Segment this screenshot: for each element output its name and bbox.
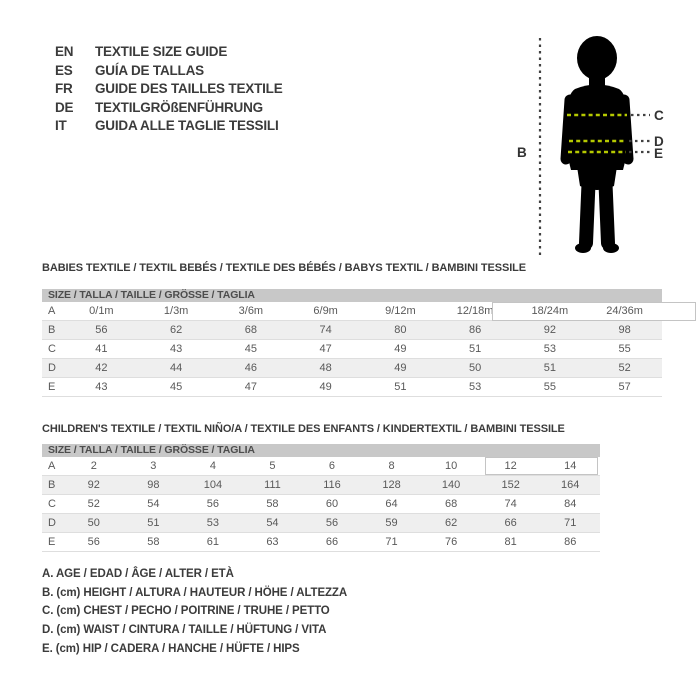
table-cell: 62 [170, 324, 183, 336]
children-size-table [42, 444, 600, 552]
table-cell: 116 [323, 479, 341, 491]
table-cell: 49 [319, 381, 332, 393]
table-cell: 14 [564, 460, 577, 472]
babies-table-body [42, 302, 662, 397]
table-cell: 6 [328, 460, 336, 472]
language-guide-title: GUIDE DES TAILLES TEXTILE [95, 81, 283, 97]
children-section-title: CHILDREN'S TEXTILE / TEXTIL NIÑO/A / TEXTILE DES ENFANTS / KINDERTEXTIL / BAMBINI TESSILE [42, 423, 565, 435]
chest-label: C [654, 108, 664, 123]
table-cell: 152 [501, 479, 520, 491]
table-row [42, 514, 600, 533]
table-cell: 58 [266, 498, 279, 510]
table-cell: 92 [87, 479, 100, 491]
measurement-legend [42, 568, 347, 661]
table-cell: 12/18m [456, 305, 494, 317]
table-cell: 10 [444, 460, 458, 472]
legend-line: D. (cm) WAIST / CINTURA / TAILLE / HÜFTUNG / VITA [42, 624, 327, 637]
child-silhouette [566, 36, 628, 253]
language-line [55, 81, 283, 100]
table-row [42, 302, 662, 321]
height-label: B [517, 145, 527, 160]
table-cell: 53 [206, 517, 219, 529]
table-row [42, 378, 662, 397]
table-cell: 49 [394, 362, 407, 374]
table-cell: 51 [394, 381, 407, 393]
table-cell: 44 [170, 362, 183, 374]
table-cell: 54 [266, 517, 279, 529]
legend-line: B. (cm) HEIGHT / ALTURA / HAUTEUR / HÖHE / ALTEZZA [42, 586, 348, 599]
table-cell: 66 [504, 517, 517, 529]
row-label: C [48, 498, 56, 510]
table-cell: 62 [444, 517, 458, 529]
table-cell: 55 [618, 343, 631, 355]
table-cell: 5 [269, 460, 276, 472]
table-cell: 58 [147, 536, 160, 548]
table-cell: 52 [87, 498, 100, 510]
table-row [42, 476, 600, 495]
table-cell: 48 [319, 362, 332, 374]
table-cell: 47 [319, 343, 332, 355]
language-code: EN [55, 44, 74, 59]
table-row [42, 321, 662, 340]
table-cell: 46 [244, 362, 257, 374]
table-cell: 76 [444, 536, 458, 548]
table-cell: 51 [147, 517, 160, 529]
table-cell: 2 [90, 460, 97, 472]
size-figure [505, 25, 690, 265]
language-guide-title: GUIDA ALLE TAGLIE TESSILI [95, 118, 279, 134]
legend-line: A. AGE / EDAD / ÂGE / ALTER / ETÀ [42, 568, 234, 580]
table-cell: 56 [87, 536, 100, 548]
language-code: ES [55, 62, 73, 78]
table-cell: 43 [170, 343, 183, 355]
table-cell: 8 [388, 460, 395, 472]
children-table-header: SIZE / TALLA / TAILLE / GRÖSSE / TAGLIA [42, 444, 600, 457]
table-cell: 68 [244, 324, 257, 336]
table-cell: 4 [209, 460, 216, 472]
babies-size-table [42, 289, 662, 397]
table-cell: 84 [564, 498, 577, 510]
table-row [42, 533, 600, 552]
table-cell: 74 [504, 498, 517, 510]
table-cell: 57 [618, 381, 631, 393]
table-row [42, 359, 662, 378]
table-cell: 42 [95, 362, 108, 374]
table-cell: 9/12m [385, 305, 416, 317]
language-title-list [55, 44, 283, 137]
legend-line: E. (cm) HIP / CADERA / HANCHE / HÜFTE / HIPS [42, 642, 300, 655]
table-cell: 61 [206, 536, 219, 548]
language-guide-title: TEXTILGRÖßENFÜHRUNG [95, 99, 263, 115]
language-guide-title: TEXTILE SIZE GUIDE [95, 44, 228, 59]
babies-table-header: SIZE / TALLA / TAILLE / GRÖSSE / TAGLIA [42, 289, 662, 302]
hip-label: E [654, 146, 664, 161]
table-cell: 3 [150, 460, 157, 472]
table-cell: 47 [244, 381, 257, 393]
table-cell: 1/3m [163, 305, 189, 317]
table-cell: 41 [95, 343, 108, 355]
table-cell: 80 [394, 324, 407, 336]
table-cell: 3/6m [238, 305, 264, 317]
table-cell: 98 [147, 479, 160, 491]
table-cell: 64 [385, 498, 398, 510]
table-cell: 53 [469, 381, 482, 393]
table-cell: 52 [618, 362, 631, 374]
language-code: IT [55, 118, 67, 134]
table-cell: 71 [385, 536, 398, 548]
row-label: A [48, 305, 56, 317]
language-line [55, 63, 283, 82]
table-cell: 45 [244, 343, 257, 355]
language-line [55, 100, 283, 119]
table-cell: 12 [504, 460, 517, 472]
row-label: C [48, 343, 56, 355]
row-label: E [48, 381, 56, 393]
table-cell: 86 [564, 536, 577, 548]
table-cell: 56 [325, 517, 339, 529]
children-table-body [42, 457, 600, 552]
table-cell: 55 [543, 381, 556, 393]
table-row [42, 495, 600, 514]
row-label: A [48, 460, 56, 472]
table-cell: 86 [469, 324, 482, 336]
row-label: B [48, 479, 56, 491]
table-cell: 49 [394, 343, 407, 355]
language-line [55, 118, 283, 137]
table-cell: 50 [87, 517, 100, 529]
table-cell: 59 [385, 517, 398, 529]
language-code: FR [55, 81, 73, 97]
table-cell: 66 [325, 536, 339, 548]
table-cell: 0/1m [89, 305, 114, 317]
table-cell: 45 [170, 381, 183, 393]
waist-label: D [654, 134, 664, 149]
row-label: D [48, 362, 56, 374]
table-cell: 140 [441, 479, 461, 491]
row-label: E [48, 536, 56, 548]
table-cell: 164 [561, 479, 580, 491]
table-row [42, 340, 662, 359]
table-cell: 74 [319, 324, 332, 336]
table-row [42, 457, 600, 476]
legend-line: C. (cm) CHEST / PECHO / POITRINE / TRUHE / PETTO [42, 605, 330, 618]
table-cell: 51 [469, 343, 482, 355]
table-cell: 6/9m [313, 305, 338, 317]
table-cell: 71 [564, 517, 577, 529]
table-cell: 50 [469, 362, 482, 374]
table-cell: 51 [543, 362, 556, 374]
table-cell: 18/24m [531, 305, 569, 317]
table-cell: 81 [504, 536, 517, 548]
child-silhouette-figure [505, 25, 690, 265]
table-cell: 54 [147, 498, 160, 510]
table-cell: 104 [203, 479, 223, 491]
row-label: B [48, 324, 56, 336]
table-cell: 92 [543, 324, 556, 336]
language-code: DE [55, 99, 74, 115]
table-cell: 56 [95, 324, 108, 336]
table-cell: 60 [325, 498, 339, 510]
table-cell: 111 [264, 479, 281, 491]
table-cell: 43 [95, 381, 108, 393]
language-guide-title: GUÍA DE TALLAS [95, 62, 204, 78]
table-cell: 63 [266, 536, 279, 548]
table-cell: 56 [206, 498, 219, 510]
table-cell: 24/36m [606, 305, 643, 317]
table-cell: 98 [618, 324, 631, 336]
babies-section-title: BABIES TEXTILE / TEXTIL BEBÉS / TEXTILE DES BÉBÉS / BABYS TEXTIL / BAMBINI TESSILE [42, 262, 527, 274]
table-cell: 128 [382, 479, 401, 491]
row-label: D [48, 517, 56, 529]
table-cell: 68 [444, 498, 458, 510]
language-line [55, 44, 283, 63]
table-cell: 53 [543, 343, 556, 355]
